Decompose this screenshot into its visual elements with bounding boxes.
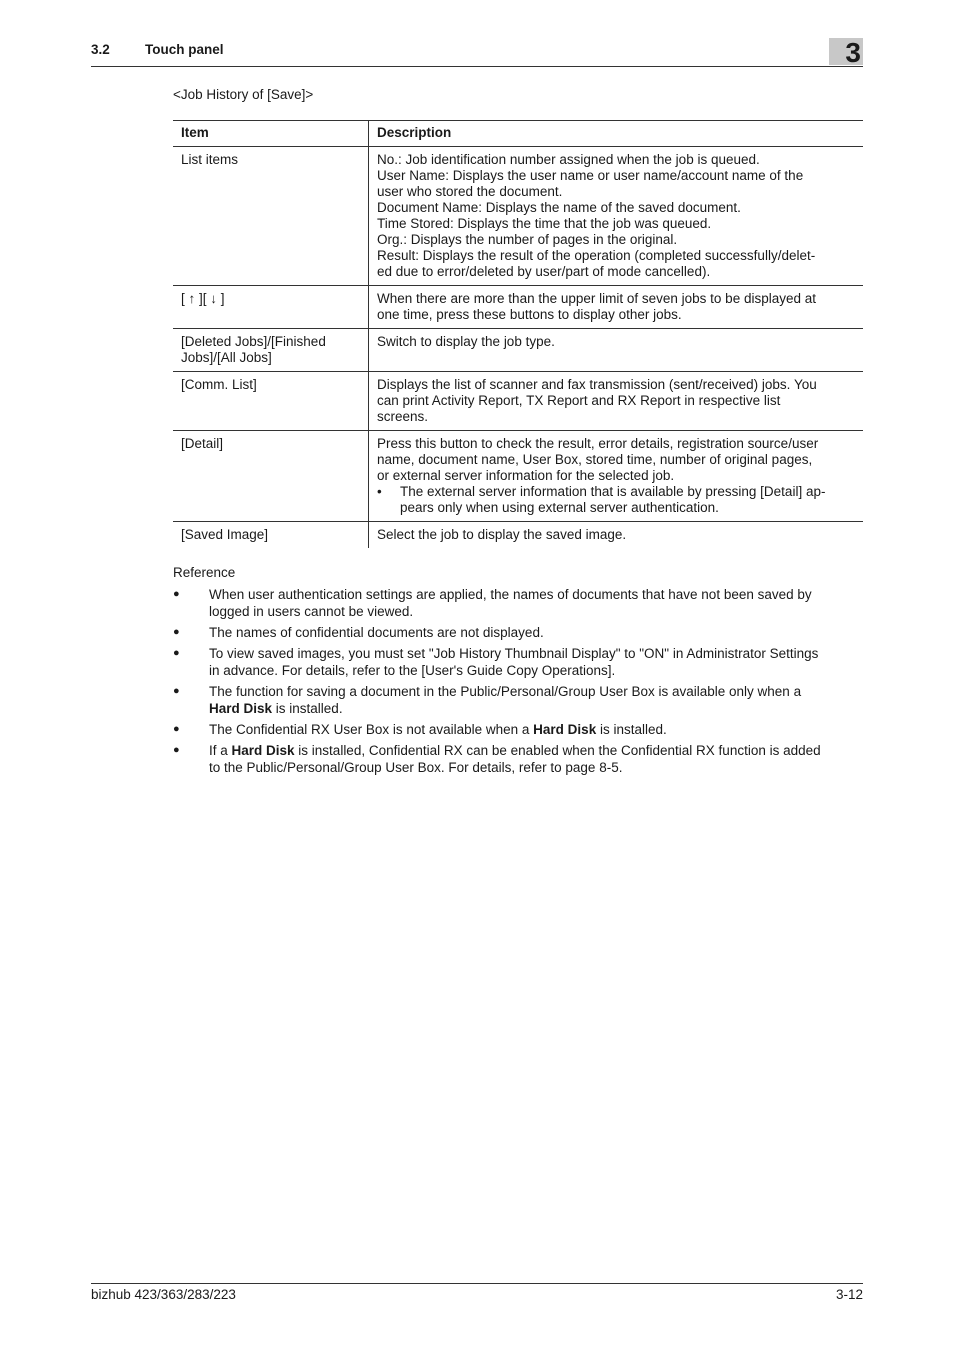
hard-disk-term: Hard Disk [533,722,597,737]
table-row [173,329,863,372]
list-item [173,586,863,620]
chapter-number: 3 [845,37,861,68]
table-caption: <Job History of [Save]> [173,87,314,102]
bullet-icon: ● [173,744,180,756]
reference-title: Reference [173,565,236,580]
description-line: Press this button to check the result, error details, registration source/user [377,436,819,451]
description-line: or external server information for the selected job. [377,468,675,483]
page-header [91,38,863,67]
description-line: Document Name: Displays the name of the saved document. [377,200,741,215]
description-line: User Name: Displays the user name or user name/account name of the [377,168,804,183]
reference-list [173,586,863,780]
reference-line: To view saved images, you must set "Job History Thumbnail Display" to "ON" in Administrator Settings [209,646,819,661]
description-line: name, document name, User Box, stored time, number of original pages, [377,452,813,467]
description-cell [369,329,864,372]
reference-line: in advance. For details, refer to the [User's Guide Copy Operations]. [209,663,616,678]
description-line: screens. [377,409,429,424]
reference-text: is installed. [272,701,343,716]
description-line: No.: Job identification number assigned when the job is queued. [377,152,760,167]
reference-line: to the Public/Personal/Group User Box. For details, refer to page 8-5. [209,760,623,775]
list-item [173,721,863,738]
reference-text: is installed, Confidential RX can be enabled when the Confidential RX function is added [294,743,821,758]
reference-line: The names of confidential documents are not displayed. [209,625,544,640]
section-title: Touch panel [145,42,224,57]
reference-line [209,700,863,717]
list-item [173,645,863,679]
hard-disk-term: Hard Disk [231,743,295,758]
description-cell [369,431,864,522]
description-bullet [377,484,855,516]
bullet-icon: • [377,484,382,499]
table-row [173,431,863,522]
description-line: Select the job to display the saved image. [377,527,627,542]
description-cell [369,147,864,286]
list-item [173,624,863,641]
list-item [173,683,863,717]
description-line: Org.: Displays the number of pages in the original. [377,232,678,247]
bullet-icon: ● [173,723,180,735]
reference-line: logged in users cannot be viewed. [209,604,414,619]
bullet-icon: ● [173,626,180,638]
item-line: Jobs]/[All Jobs] [181,350,272,365]
description-line: Switch to display the job type. [377,334,555,349]
hard-disk-term: Hard Disk [209,701,273,716]
bullet-icon: ● [173,685,180,697]
table-row [173,372,863,431]
column-header-description: Description [377,125,452,140]
item-cell: List items [173,147,369,286]
description-line: user who stored the document. [377,184,563,199]
reference-text: If a [209,743,232,758]
reference-text: The Confidential RX User Box is not available when a [209,722,534,737]
table-row [173,522,863,549]
table-row [173,286,863,329]
reference-text: is installed. [596,722,667,737]
description-line: ed due to error/deleted by user/part of mode cancelled). [377,264,711,279]
reference-line [209,721,863,738]
bullet-icon: ● [173,588,180,600]
column-header-item: Item [173,121,369,147]
bullet-icon: ● [173,647,180,659]
reference-line [209,742,863,759]
description-line: When there are more than the upper limit of seven jobs to be displayed at [377,291,817,306]
list-item [173,742,863,776]
chapter-tab [829,37,863,68]
description-cell [369,522,864,549]
description-cell [369,372,864,431]
table-row [173,147,863,286]
item-cell [173,329,369,372]
item-cell: [Saved Image] [173,522,369,549]
description-line: can print Activity Report, TX Report and RX Report in respective list [377,393,781,408]
section-number: 3.2 [91,42,110,57]
description-line: Displays the list of scanner and fax transmission (sent/received) jobs. You [377,377,817,392]
bullet-line: The external server information that is available by pressing [Detail] ap- [400,484,826,499]
description-cell [369,286,864,329]
item-line: [Deleted Jobs]/[Finished [181,334,326,349]
description-line: Time Stored: Displays the time that the job was queued. [377,216,712,231]
description-line: one time, press these buttons to display other jobs. [377,307,682,322]
page-footer [91,1283,863,1302]
reference-line: When user authentication settings are applied, the names of documents that have not been saved by [209,587,812,602]
reference-line: The function for saving a document in the Public/Personal/Group User Box is available only when a [209,684,802,699]
table-header-row [173,121,863,147]
item-cell: [ ↑ ][ ↓ ] [173,286,369,329]
model-name: bizhub 423/363/283/223 [91,1287,236,1302]
bullet-line: pears only when using external server authentication. [400,500,719,515]
item-cell: [Comm. List] [173,372,369,431]
description-line: Result: Displays the result of the operation (completed successfully/delet- [377,248,816,263]
item-cell: [Detail] [173,431,369,522]
page-number: 3-12 [835,1287,863,1302]
job-history-table [173,120,863,548]
